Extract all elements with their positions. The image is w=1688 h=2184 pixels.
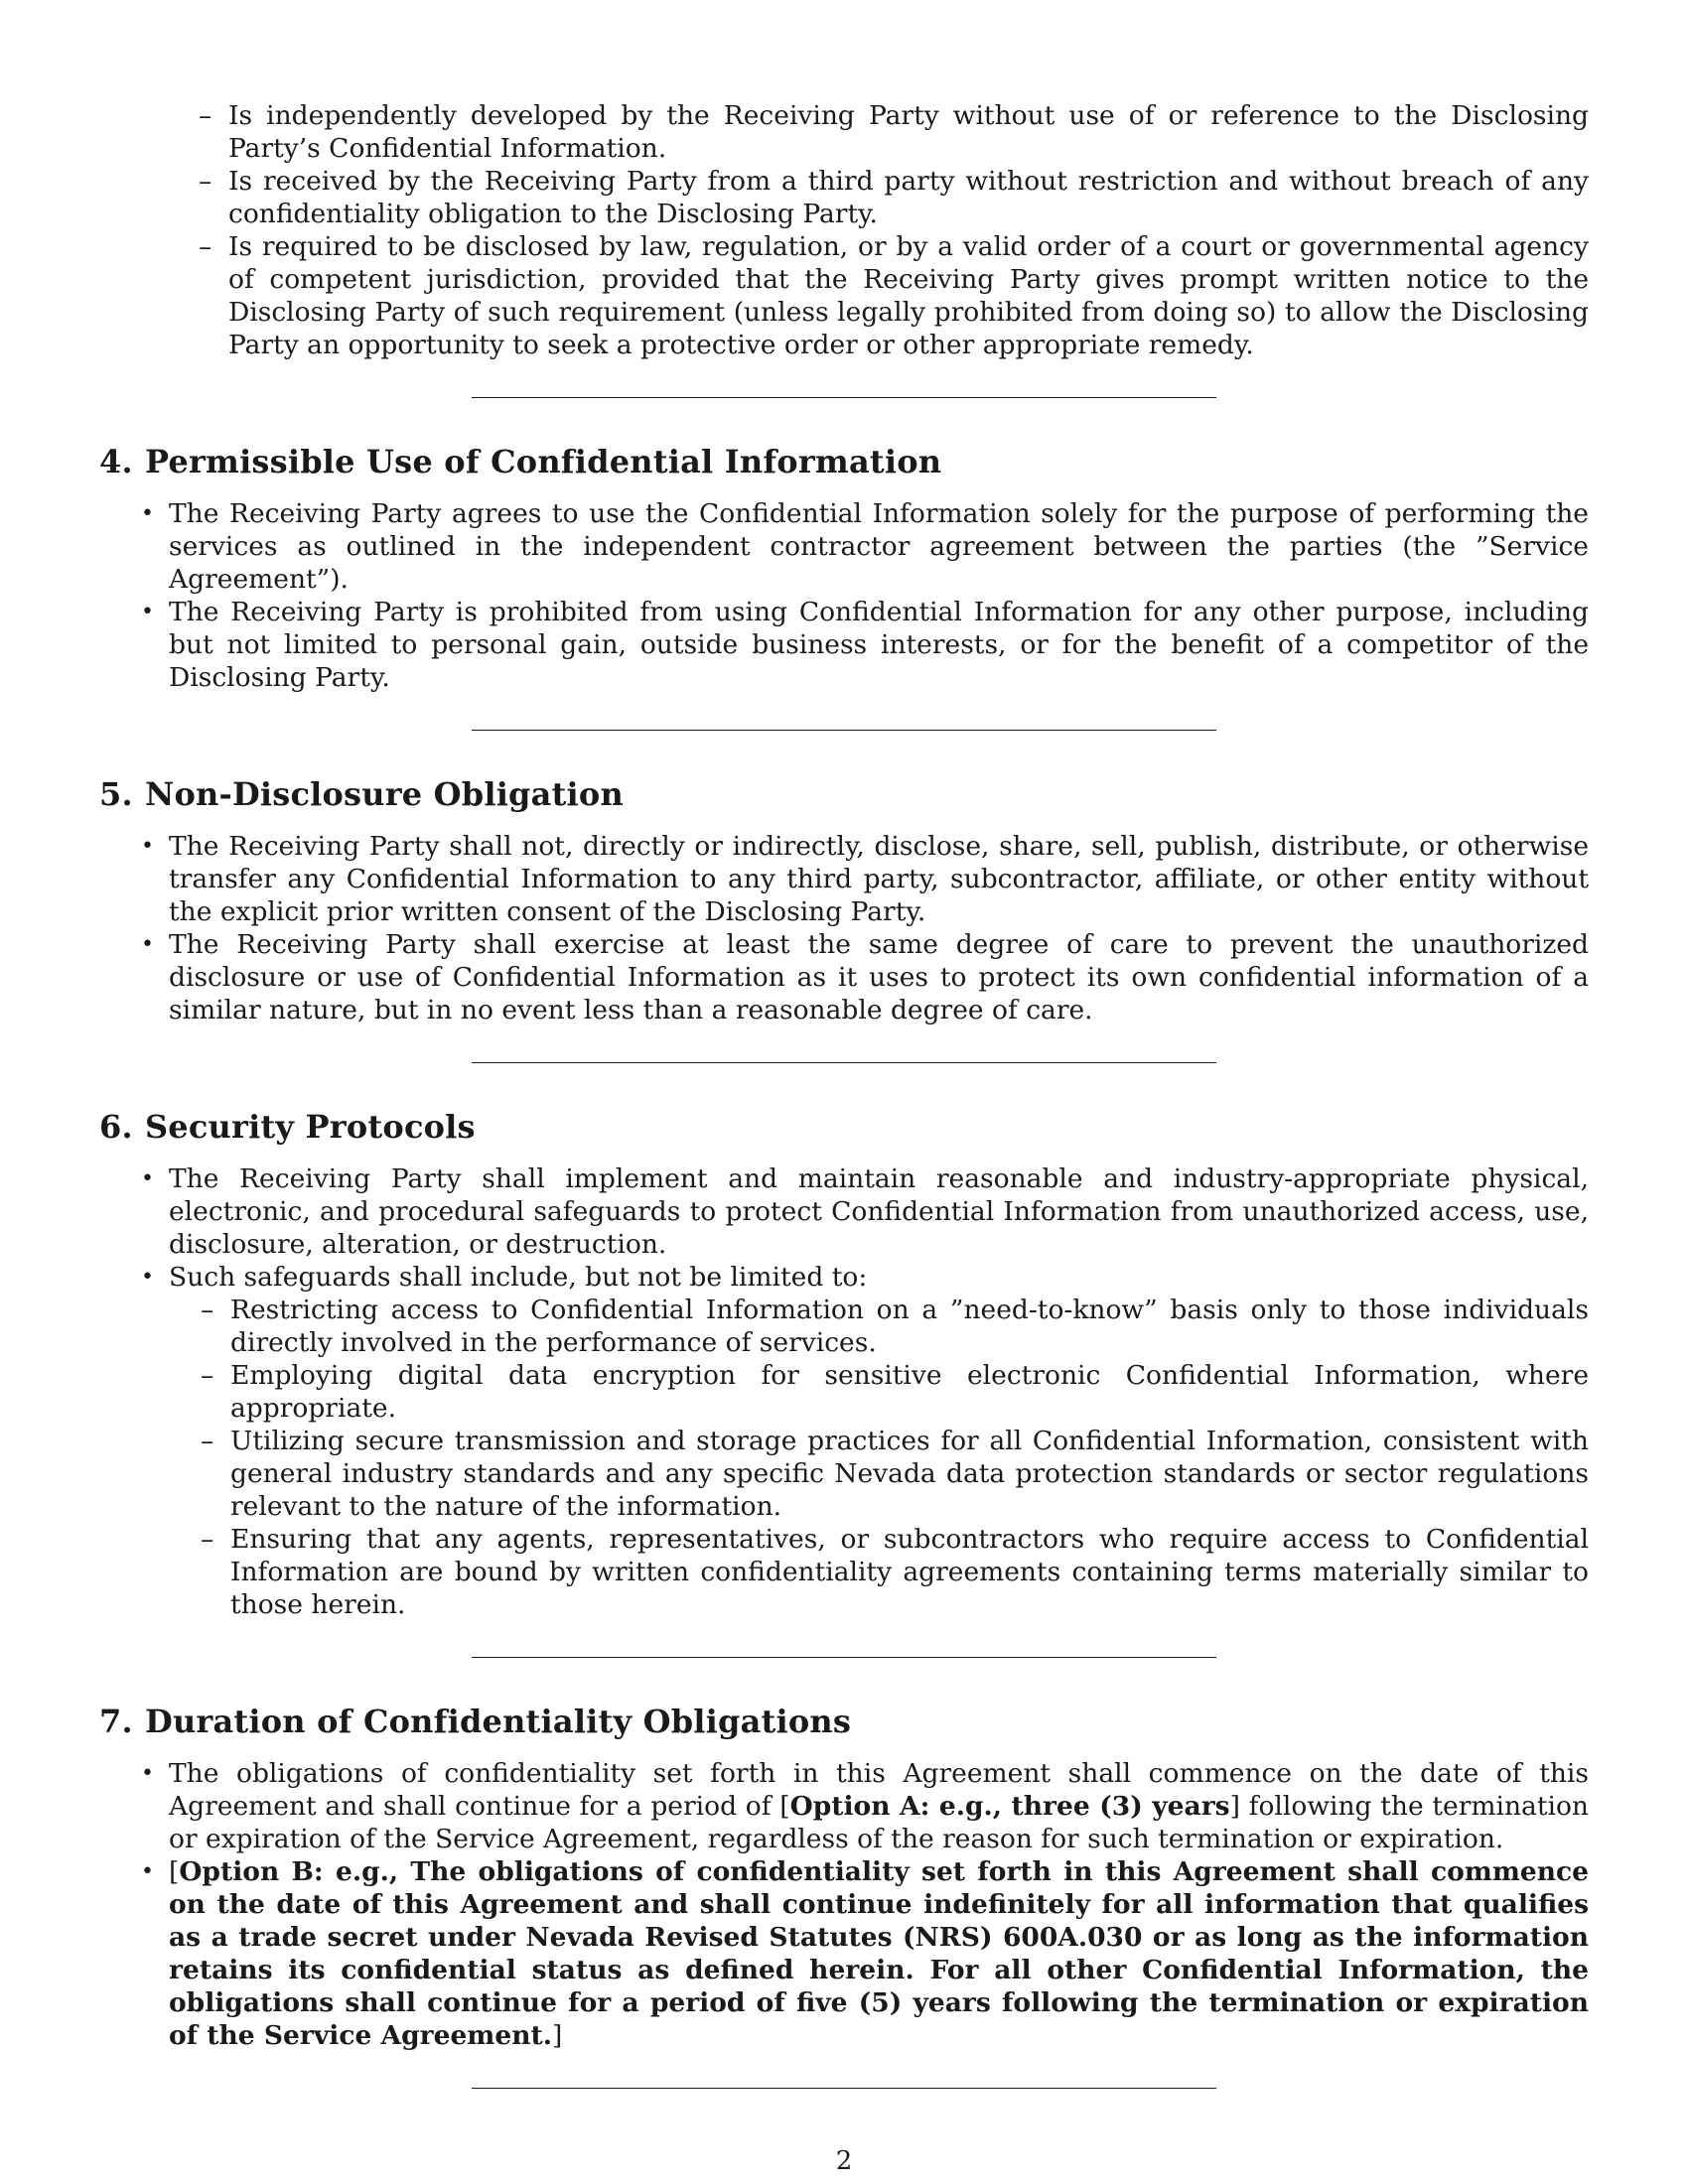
document-page	[99, 99, 1589, 2089]
section4-list	[99, 497, 1589, 694]
section-title: Duration of Confidentiality Obligations	[145, 1703, 852, 1740]
section-number: 6.	[99, 1108, 133, 1146]
section-title: Permissible Use of Confidential Information	[145, 443, 942, 480]
list-item: • The Receiving Party shall exercise at least the same degree of care to prevent the unauthorized disclosure or use of Confidential Information as it uses to protect its own confidential information of a similar nature, but in no event less than a reasonable degree of care.	[169, 928, 1589, 1026]
sublist-item: – Employing digital data encryption for sensitive electronic Confidential Information, where appropriate.	[230, 1359, 1589, 1425]
section-number: 5.	[99, 775, 133, 813]
section6-heading	[99, 1107, 1589, 1147]
section-divider	[472, 1657, 1216, 1658]
section4-heading	[99, 442, 1589, 481]
safeguards-sublist	[169, 1294, 1589, 1621]
option-a-placeholder: Option A: e.g., three (3) years	[789, 1791, 1230, 1822]
option-a-pre: The obligations of confidentiality set forth in this Agreement shall commence on the date of this Agreement and shall continue for a period of [	[169, 1758, 1589, 1822]
option-b-close-bracket: ]	[551, 2020, 563, 2051]
section3-continued-list	[99, 99, 1589, 361]
section6-list	[99, 1162, 1589, 1621]
list-item: – Is independently developed by the Receiving Party without use of or reference to the Disclosing Party’s Confidential Information.	[228, 99, 1589, 165]
section5-list	[99, 830, 1589, 1026]
option-b-open-bracket: [	[169, 1856, 180, 1887]
section-number: 4.	[99, 443, 133, 480]
section7-heading	[99, 1702, 1589, 1741]
list-item: • The Receiving Party shall not, directly or indirectly, disclose, share, sell, publish, distribute, or otherwise transfer any Confidential Information to any third party, subcontractor, affiliate, or other entity without the explicit prior written consent of the Disclosing Party.	[169, 830, 1589, 928]
list-item	[169, 1855, 1589, 2052]
option-b-placeholder: Option B: e.g., The obligations of confidentiality set forth in this Agreement shall commence on the date of this Agreement and shall continue indefinitely for all information that qualifies as a trade secret under Nevada Revised Statutes (NRS) 600A.030 or as long as the information retains its confidential status as defined herein. For all other Confidential Information, the obligations shall continue for a period of five (5) years following the termination or expiration of the Service Agreement.	[169, 1856, 1589, 2051]
section7-list	[99, 1757, 1589, 2052]
list-item: • The Receiving Party is prohibited from using Confidential Information for any other purpose, including but not limited to personal gain, outside business interests, or for the benefit of a competitor of the Disclosing Party.	[169, 596, 1589, 694]
list-item-text: Such safeguards shall include, but not be limited to:	[169, 1262, 868, 1293]
list-item	[169, 1757, 1589, 1855]
section5-heading	[99, 774, 1589, 814]
page-number: 2	[835, 2146, 853, 2176]
option-a-post: ] following the termination or expiration of the Service Agreement, regardless of the reason for such termination or expiration.	[169, 1791, 1590, 1854]
section-title: Security Protocols	[145, 1108, 476, 1146]
list-item: • The Receiving Party shall implement and maintain reasonable and industry-appropriate physical, electronic, and procedural safeguards to protect Confidential Information from unauthorized access, use, disclosure, alteration, or destruction.	[169, 1162, 1589, 1261]
list-item: – Is required to be disclosed by law, regulation, or by a valid order of a court or governmental agency of competent jurisdiction, provided that the Receiving Party gives prompt written notice to the Disclosing Party of such requirement (unless legally prohibited from doing so) to allow the Disclosing Party an opportunity to seek a protective order or other appropriate remedy.	[228, 230, 1589, 361]
sublist-item: – Utilizing secure transmission and storage practices for all Confidential Information, consistent with general industry standards and any specific Nevada data protection standards or sector regulations relevant to the nature of the information.	[230, 1425, 1589, 1523]
section-divider	[472, 730, 1216, 731]
section-divider	[472, 2088, 1216, 2089]
section-divider	[472, 397, 1216, 398]
list-item: • The Receiving Party agrees to use the Confidential Information solely for the purpose of performing the services as outlined in the independent contractor agreement between the parties (the ”Service Agreement”).	[169, 497, 1589, 596]
sublist-item: – Restricting access to Confidential Information on a ”need-to-know” basis only to those individuals directly involved in the performance of services.	[230, 1294, 1589, 1359]
list-item: – Is received by the Receiving Party from a third party without restriction and without breach of any confidentiality obligation to the Disclosing Party.	[228, 165, 1589, 230]
section-number: 7.	[99, 1703, 133, 1740]
section-divider	[472, 1062, 1216, 1063]
section-title: Non-Disclosure Obligation	[145, 775, 624, 813]
sublist-item: – Ensuring that any agents, representatives, or subcontractors who require access to Confidential Information are bound by written confidentiality agreements containing terms materially similar to those herein.	[230, 1523, 1589, 1621]
list-item	[169, 1261, 1589, 1621]
